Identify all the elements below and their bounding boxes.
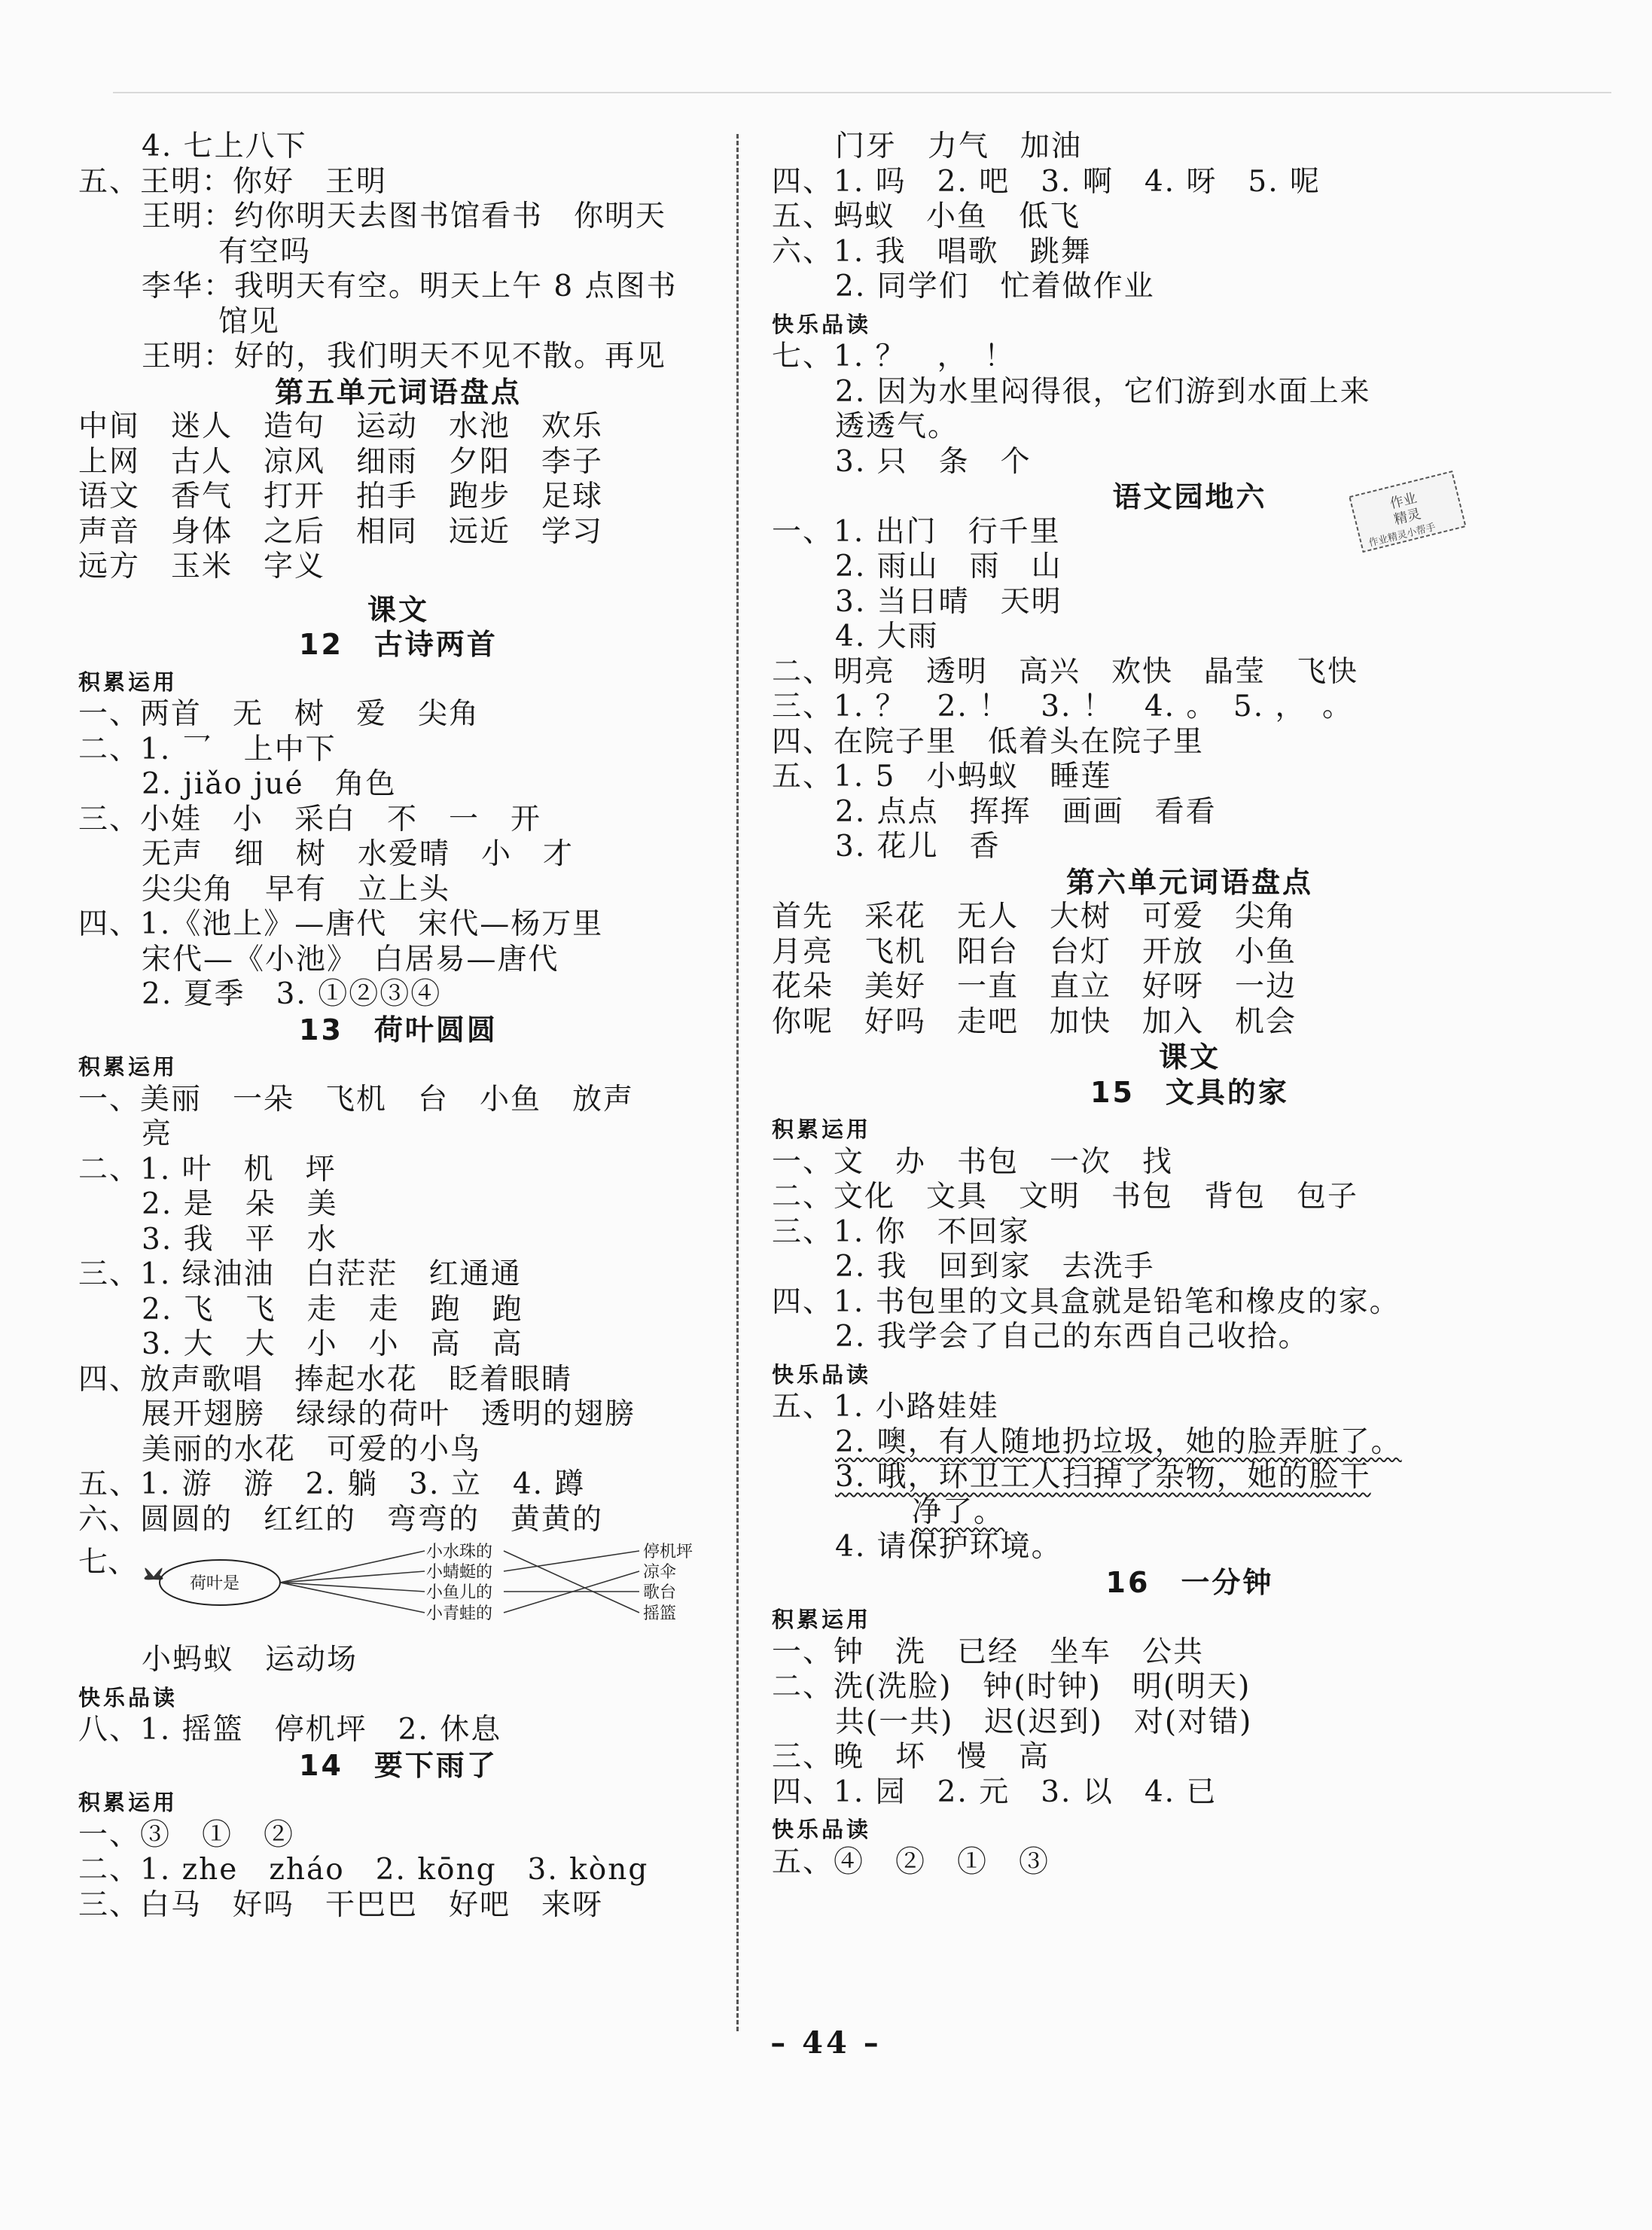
diagram-number: 七、: [78, 1546, 138, 1580]
answer-line: 展开翅膀 绿绿的荷叶 透明的翅膀: [142, 1397, 636, 1431]
section-heading: 语文园地六: [1112, 480, 1267, 513]
word-row: 首先 采花 无人 大树 可爱 尖角: [772, 900, 1297, 934]
answer-line: 2. 夏季 3. ①②③④: [142, 977, 442, 1011]
answer-line: 二、1. zhe zháo 2. kōng 3. kòng: [78, 1853, 649, 1887]
answer-line: 2. 飞 飞 走 走 跑 跑: [142, 1292, 523, 1327]
answer-line: 2. 我学会了自己的东西自己收拾。: [835, 1320, 1309, 1354]
part-heading: 课文: [367, 593, 429, 626]
left-item: 小水珠的: [426, 1543, 493, 1561]
word-row: 声音 身体 之后 相同 远近 学习: [78, 514, 604, 549]
lesson-title: 14 要下雨了: [299, 1748, 498, 1782]
right-item: 歌台: [643, 1583, 677, 1602]
answer-line: 六、圆圆的 红红的 弯弯的 黄黄的: [78, 1502, 604, 1537]
word-row: 语文 香气 打开 拍手 跑步 足球: [78, 480, 604, 513]
subsection-label: 积累运用: [772, 1117, 872, 1142]
left-item: 小蜻蜓的: [426, 1563, 493, 1582]
answer-line: 共(一共) 迟(迟到) 对(对错): [835, 1704, 1253, 1739]
answer-line: 二、明亮 透明 高兴 欢快 晶莹 飞快: [772, 654, 1359, 689]
answer-line: 二、1. 乛 上中下: [78, 732, 337, 766]
right-item: 停机坪: [643, 1543, 693, 1561]
svg-text:作业精灵小帮手: 作业精灵小帮手: [1367, 521, 1437, 550]
answer-line: 二、洗(洗脸) 钟(时钟) 明(明天): [772, 1670, 1251, 1704]
answer-line: 2. 我 回到家 去洗手: [835, 1250, 1155, 1284]
matching-diagram: [78, 1537, 718, 1643]
answer-line: 馆见: [218, 304, 281, 339]
answer-line: 尖尖角 早有 立上头: [142, 872, 451, 906]
answer-line: 3. 只 条 个: [835, 444, 1032, 479]
answer-line: 门牙 力气 加油: [835, 129, 1083, 163]
answer-line: 五、1. 小路娃娃: [772, 1390, 999, 1424]
answer-line: 五、王明：你好 王明: [78, 164, 388, 199]
answer-line: 一、钟 洗 已经 坐车 公共: [772, 1634, 1205, 1669]
part-heading: 课文: [1158, 1040, 1221, 1074]
subsection-label: 快乐品读: [78, 1684, 178, 1711]
answer-line: 王明：好的，我们明天不见不散。再见: [142, 340, 667, 373]
answer-line: 六、1. 我 唱歌 跳舞: [772, 234, 1092, 269]
answer-line: 2. 因为水里闷得很，它们游到水面上来: [835, 374, 1371, 409]
subsection-label: 积累运用: [78, 1054, 178, 1080]
answer-line: 2. jiǎo jué 角色: [142, 767, 397, 801]
word-row: 中间 迷人 造句 运动 水池 欢乐: [78, 410, 604, 443]
answer-line: 透透气。: [835, 410, 959, 443]
word-row: 花朵 美好 一直 直立 好呀 一边: [772, 970, 1297, 1004]
answer-line: 三、1. 绿油油 白茫茫 红通通: [78, 1257, 522, 1291]
answer-line: 2. 点点 挥挥 画画 看看: [835, 794, 1217, 829]
answer-line: 2. 是 朵 美: [142, 1187, 338, 1221]
answer-line: 八、1. 摇篮 停机坪 2. 休息: [78, 1713, 502, 1747]
left-item: 小青蛙的: [426, 1604, 493, 1623]
wavy-underlined-sentence: 3. 哦，环卫工人扫掉了杂物，她的脸干: [835, 1460, 1371, 1494]
center-label: 荷叶是: [190, 1574, 240, 1593]
answer-line: [772, 1425, 1608, 1461]
answer-line: 三、小娃 小 采白 不 一 开: [78, 802, 542, 836]
left-item: 小鱼儿的: [426, 1583, 493, 1602]
answer-line: 2. 同学们 忙着做作业: [835, 270, 1155, 303]
page-number: – 44 –: [770, 2025, 882, 2061]
subsection-label: 快乐品读: [772, 311, 872, 337]
answer-line: 2. 雨山 雨 山: [835, 550, 1062, 583]
lesson-title: 13 荷叶圆圆: [299, 1013, 498, 1046]
word-row: 你呢 好吗 走吧 加快 加入 机会: [772, 1004, 1297, 1039]
answer-line: 三、1. ？ 2. ！ 3. ！ 4. 。 5. ， 。: [772, 690, 1354, 724]
answer-line: 四、放声歌唱 捧起水花 眨着眼睛: [78, 1362, 573, 1397]
answer-line: 3. 我 平 水: [142, 1222, 338, 1257]
right-column: [772, 129, 1608, 1880]
answer-line: 亮: [142, 1117, 173, 1151]
answer-line: 一、文 办 书包 一次 找: [772, 1144, 1174, 1179]
wavy-underlined-sentence: 净了。: [912, 1494, 1005, 1529]
right-item: 凉伞: [643, 1563, 677, 1582]
answer-line: 3. 大 大 小 小 高 高: [142, 1327, 523, 1361]
answer-line: 4. 大雨: [835, 620, 939, 653]
answer-line: 宋代—《小池》 白居易—唐代: [142, 942, 559, 976]
wavy-underlined-sentence: 2. 噢，有人随地扔垃圾，她的脸弄脏了。: [835, 1424, 1402, 1459]
answer-line: 一、③ ① ②: [78, 1817, 295, 1852]
answer-line: 小蚂蚁 运动场: [142, 1643, 358, 1677]
answer-line: 二、1. 叶 机 坪: [78, 1152, 337, 1187]
answer-line: 有空吗: [218, 234, 312, 269]
svg-text:精灵: 精灵: [1392, 506, 1423, 529]
answer-line: 四、1. 园 2. 元 3. 以 4. 已: [772, 1775, 1218, 1809]
section-heading: 第五单元词语盘点: [274, 375, 522, 409]
answer-line: 一、两首 无 树 爱 尖角: [78, 697, 480, 731]
word-row: 远方 玉米 字义: [78, 550, 326, 583]
column-divider: [736, 134, 739, 2031]
answer-line: 3. 当日晴 天明: [835, 584, 1062, 619]
subsection-label: 快乐品读: [772, 1361, 872, 1388]
word-row: 月亮 飞机 阳台 台灯 开放 小鱼: [772, 934, 1297, 969]
answer-line: 二、文化 文具 文明 书包 背包 包子: [772, 1180, 1359, 1214]
answer-line: 无声 细 树 水爱晴 小 才: [142, 837, 575, 871]
top-rule: [113, 92, 1611, 93]
answer-line: 五、④ ② ① ③: [772, 1845, 1050, 1879]
answer-line: [772, 1495, 1608, 1531]
answer-line: 3. 花儿 香: [835, 830, 1001, 864]
answer-line: 七、1. ？ ， ！: [772, 340, 1016, 373]
answer-line: 4. 请保护环境。: [835, 1530, 1062, 1564]
answer-line: 四、在院子里 低着头在院子里: [772, 724, 1205, 759]
right-item: 摇篮: [643, 1604, 677, 1623]
answer-line: 王明：约你明天去图书馆看书 你明天: [142, 200, 667, 233]
answer-line: 一、美丽 一朵 飞机 台 小鱼 放声: [78, 1082, 635, 1117]
word-row: 上网 古人 凉风 细雨 夕阳 李子: [78, 444, 604, 479]
answer-line: 五、蚂蚁 小鱼 低飞: [772, 200, 1081, 233]
answer-line: 四、1.《池上》—唐代 宋代—杨万里: [78, 907, 604, 941]
svg-text:作业: 作业: [1388, 489, 1419, 513]
lesson-title: 12 古诗两首: [299, 628, 498, 661]
answer-line: 四、1. 吗 2. 吧 3. 啊 4. 呀 5. 呢: [772, 164, 1321, 199]
answer-line: 一、1. 出门 行千里: [772, 514, 1061, 549]
stamp-logo: [1340, 468, 1476, 559]
answer-line: 三、白马 好吗 干巴巴 好吧 来呀: [78, 1887, 604, 1922]
answer-line: 李华：我明天有空。明天上午 8 点图书: [142, 270, 678, 303]
section-heading: 第六单元词语盘点: [1065, 865, 1313, 899]
answer-line: 四、1. 书包里的文具盒就是铅笔和橡皮的家。: [772, 1284, 1401, 1319]
answer-line: 五、1. 5 小蚂蚁 睡莲: [772, 760, 1112, 794]
lesson-title: 15 文具的家: [1090, 1075, 1289, 1109]
answer-line: [772, 1460, 1608, 1495]
subsection-label: 积累运用: [78, 1790, 178, 1815]
left-column: [78, 129, 718, 1923]
answer-line: 三、1. 你 不回家: [772, 1214, 1030, 1249]
subsection-label: 积累运用: [78, 669, 178, 695]
answer-line: 4. 七上八下: [142, 129, 307, 163]
subsection-label: 快乐品读: [772, 1817, 872, 1842]
subsection-label: 积累运用: [772, 1607, 872, 1632]
answer-line: 美丽的水花 可爱的小鸟: [142, 1432, 482, 1467]
answer-line: 五、1. 游 游 2. 躺 3. 立 4. 蹲: [78, 1467, 586, 1501]
answer-line: 三、晚 坏 慢 高: [772, 1740, 1050, 1774]
lesson-title: 16 一分钟: [1105, 1565, 1274, 1599]
